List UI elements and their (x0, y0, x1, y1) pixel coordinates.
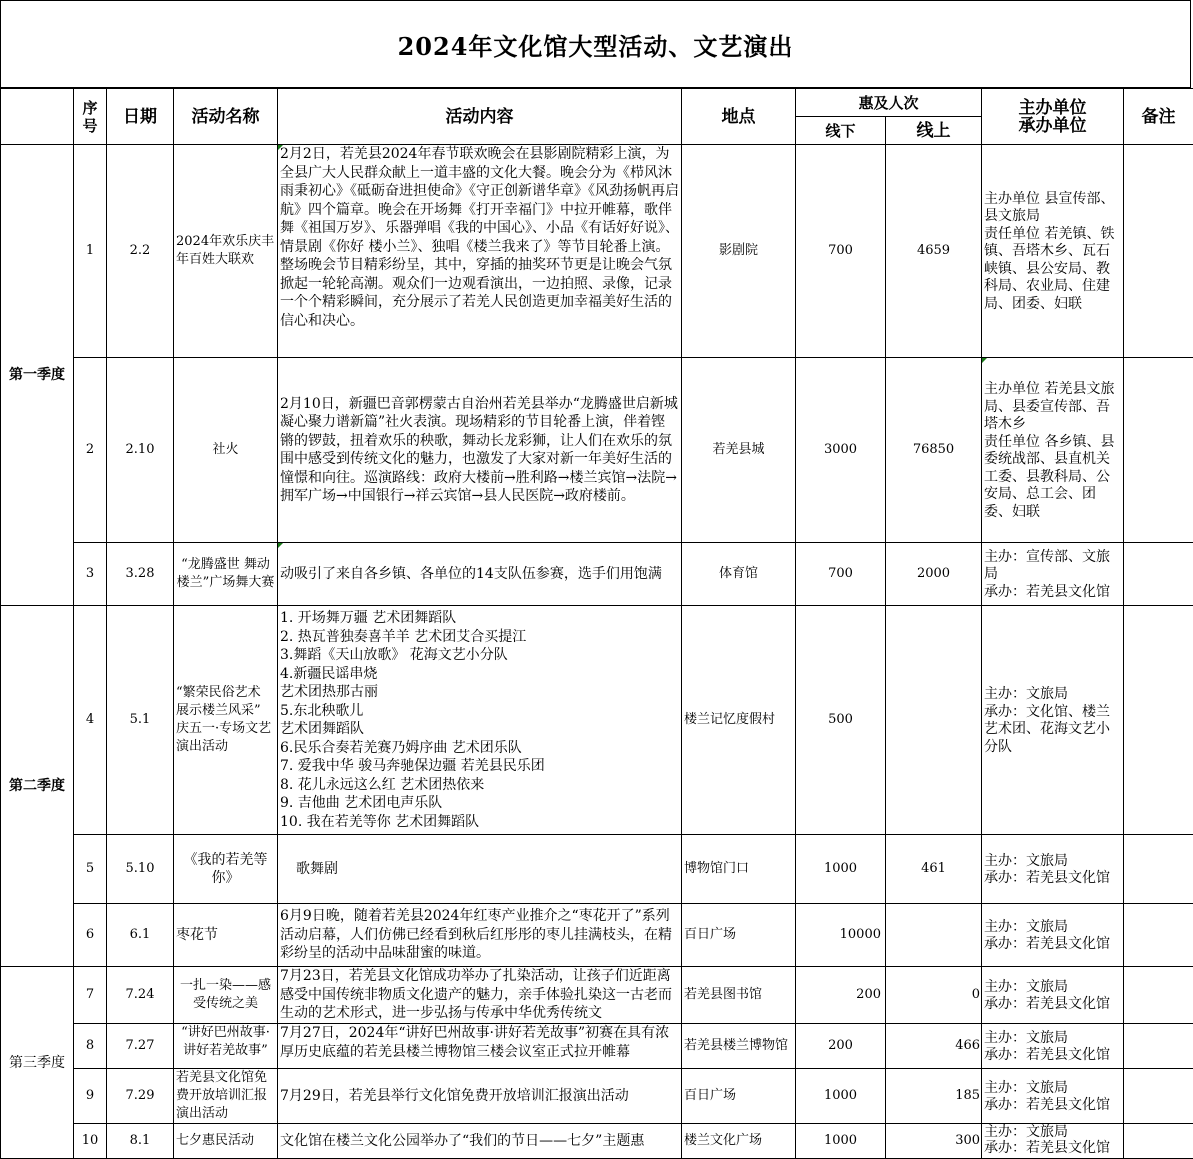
cell-place: 若羌县城 (682, 358, 796, 543)
cell-place: 博物馆门口 (682, 835, 796, 904)
cell-online: 4659 (886, 145, 982, 358)
cell-host: 主办：文旅局 承办：若羌县文化馆 (982, 835, 1124, 904)
program-item: 3.舞蹈《天山放歌》 花海文艺小分队 (280, 646, 679, 665)
cell-remark (1124, 1069, 1193, 1124)
header-remark: 备注 (1124, 89, 1193, 145)
cell-remark (1124, 1124, 1193, 1159)
cell-remark (1124, 1024, 1193, 1069)
cell-host: 主办：文旅局 承办：文化馆、楼兰艺术团、花海文艺小分队 (982, 606, 1124, 835)
cell-date: 2.2 (107, 145, 174, 358)
cell-name: 《我的若羌等你》 (174, 835, 278, 904)
cell-offline: 1000 (796, 835, 886, 904)
cell-host: 主办：文旅局 承办：若羌县文化馆 (982, 1024, 1124, 1069)
header-date: 日期 (107, 89, 174, 145)
cell-name: 若羌县文化馆免费开放培训汇报演出活动 (174, 1069, 278, 1124)
cell-online: 461 (886, 835, 982, 904)
cell-date: 7.27 (107, 1024, 174, 1069)
program-item: 6.民乐合奏若羌赛乃姆序曲 艺术团乐队 (280, 739, 679, 758)
cell-content: 2月2日，若羌县2024年春节联欢晚会在县影剧院精彩上演，为全县广大人民群众献上一道丰盛的文化大餐。晚会分为《栉风沐雨秉初心》《砥砺奋进担使命》《守正创新谱华章》《风劲扬帆再启航》四个篇章。晚会在开场舞《打开幸福门》中拉开帷幕，歌伴舞《祖国万岁》、乐器弹唱《我的中国心》、小品《有话好好说》、情景剧《你好 楼小兰》、独唱《楼兰我来了》等节目轮番上演。整场晚会节目精彩纷呈，其中，穿插的抽奖环节更是让晚会气氛掀起一轮轮高潮。观众们一边观看演出，一边拍照、录像，记录一个个精彩瞬间，充分展示了若羌人民创造更加幸福美好生活的信心和决心。 (278, 145, 682, 358)
cell-name: 枣花节 (174, 904, 278, 967)
cell-seq: 9 (74, 1069, 107, 1124)
program-item: 2. 热瓦普独奏喜羊羊 艺术团艾合买提江 (280, 628, 679, 647)
cell-remark (1124, 543, 1193, 606)
cell-seq: 4 (74, 606, 107, 835)
activity-table (0, 88, 1193, 1159)
cell-name: 一扎一染——感受传统之美 (174, 967, 278, 1024)
cell-date: 6.1 (107, 904, 174, 967)
cell-online: 76850 (886, 358, 982, 543)
table-row (1, 543, 1193, 606)
cell-host: 主办：文旅局 承办：若羌县文化馆 (982, 967, 1124, 1024)
cell-content: 动吸引了来自各乡镇、各单位的14支队伍参赛，选手们用饱满 (278, 543, 682, 606)
cell-date: 8.1 (107, 1124, 174, 1159)
program-item: 艺术团热那古丽 (280, 683, 679, 702)
header-host (982, 89, 1124, 145)
cell-offline: 200 (796, 967, 886, 1024)
cell-seq: 8 (74, 1024, 107, 1069)
cell-seq: 6 (74, 904, 107, 967)
program-item: 7. 爱我中华 骏马奔驰保边疆 若羌县民乐团 (280, 757, 679, 776)
cell-offline: 700 (796, 543, 886, 606)
cell-online: 185 (886, 1069, 982, 1124)
cell-host: 主办：文旅局 承办：若羌县文化馆 (982, 1069, 1124, 1124)
program-item: 8. 花儿永远这么红 艺术团热依来 (280, 776, 679, 795)
header-row-1 (1, 89, 1193, 117)
program-item: 9. 吉他曲 艺术团电声乐队 (280, 794, 679, 813)
cell-name: 社火 (174, 358, 278, 543)
program-item: 10. 我在若羌等你 艺术团舞蹈队 (280, 813, 679, 832)
cell-seq: 1 (74, 145, 107, 358)
cell-remark (1124, 967, 1193, 1024)
cell-offline: 10000 (796, 904, 886, 967)
cell-remark (1124, 835, 1193, 904)
cell-content: 6月9日晚，随着若羌县2024年红枣产业推介之“枣花开了”系列活动启幕，人们仿佛已经看到秋后红彤彤的枣儿挂满枝头，在精彩纷呈的活动中品味甜蜜的味道。 (278, 904, 682, 967)
cell-online (886, 904, 982, 967)
cell-offline: 3000 (796, 358, 886, 543)
table-row (1, 1024, 1193, 1069)
table-row (1, 1069, 1193, 1124)
cell-seq: 2 (74, 358, 107, 543)
cell-content: 歌舞剧 (278, 835, 682, 904)
cell-remark (1124, 904, 1193, 967)
cell-name: “讲好巴州故事·讲好若羌故事” (174, 1024, 278, 1069)
header-content: 活动内容 (278, 89, 682, 145)
cell-remark (1124, 358, 1193, 543)
season-q2: 第二季度 (1, 606, 74, 967)
cell-name: “繁荣民俗艺术 展示楼兰风采” 庆五一·专场文艺演出活动 (174, 606, 278, 835)
cell-seq: 7 (74, 967, 107, 1024)
cell-offline: 200 (796, 1024, 886, 1069)
cell-offline: 1000 (796, 1124, 886, 1159)
header-online: 线上 (886, 117, 982, 145)
table-row (1, 967, 1193, 1024)
cell-remark (1124, 145, 1193, 358)
cell-seq: 5 (74, 835, 107, 904)
table-row (1, 835, 1193, 904)
cell-online: 300 (886, 1124, 982, 1159)
cell-program (278, 606, 682, 835)
cell-content: 文化馆在楼兰文化公园举办了“我们的节日——七夕”主题惠 (278, 1124, 682, 1159)
cell-name: 七夕惠民活动 (174, 1124, 278, 1159)
cell-place: 百日广场 (682, 904, 796, 967)
table-row (1, 358, 1193, 543)
cell-name: “龙腾盛世 舞动楼兰”广场舞大赛 (174, 543, 278, 606)
program-item: 5.东北秧歌儿 (280, 702, 679, 721)
cell-date: 3.28 (107, 543, 174, 606)
program-item: 1. 开场舞万疆 艺术团舞蹈队 (280, 609, 679, 628)
header-offline: 线下 (796, 117, 886, 145)
cell-date: 5.10 (107, 835, 174, 904)
cell-host: 主办单位 若羌县文旅局、县委宣传部、吾塔木乡 责任单位 各乡镇、县委统战部、县直机关工委、县教科局、公安局、总工会、团委、妇联 (982, 358, 1124, 543)
cell-seq: 10 (74, 1124, 107, 1159)
cell-offline: 500 (796, 606, 886, 835)
cell-online: 0 (886, 967, 982, 1024)
cell-content: 2月10日，新疆巴音郭楞蒙古自治州若羌县举办“龙腾盛世启新城 凝心聚力谱新篇”社火表演。现场精彩的节目轮番上演，伴着铿锵的锣鼓，扭着欢乐的秧歌，舞动长龙彩狮，让人们在欢乐的氛围中感受到传统文化的魅力，也激发了大家对新一年美好生活的憧憬和向往。巡演路线：政府大楼前→胜利路→楼兰宾馆→法院→拥军广场→中国银行→祥云宾馆→县人民医院→政府楼前。 (278, 358, 682, 543)
table-row (1, 145, 1193, 358)
cell-place: 楼兰记忆度假村 (682, 606, 796, 835)
program-item: 4.新疆民谣串烧 (280, 665, 679, 684)
cell-offline: 1000 (796, 1069, 886, 1124)
header-place: 地点 (682, 89, 796, 145)
cell-place: 若羌县图书馆 (682, 967, 796, 1024)
sheet-title: 2024年文化馆大型活动、文艺演出 (0, 0, 1191, 88)
cell-date: 2.10 (107, 358, 174, 543)
cell-remark (1124, 606, 1193, 835)
cell-offline: 700 (796, 145, 886, 358)
cell-host: 主办单位 县宣传部、县文旅局 责任单位 若羌镇、铁镇、吾塔木乡、瓦石峡镇、县公安局、教科局、农业局、住建局、团委、妇联 (982, 145, 1124, 358)
cell-online: 466 (886, 1024, 982, 1069)
table-row (1, 1124, 1193, 1159)
cell-date: 5.1 (107, 606, 174, 835)
season-q3: 第三季度 (1, 967, 74, 1159)
cell-content: 7月29日，若羌县举行文化馆免费开放培训汇报演出活动 (278, 1069, 682, 1124)
header-name: 活动名称 (174, 89, 278, 145)
cell-host: 主办：文旅局 承办：若羌县文化馆 (982, 1124, 1124, 1159)
cell-online (886, 606, 982, 835)
table-row (1, 904, 1193, 967)
cell-place: 影剧院 (682, 145, 796, 358)
cell-date: 7.24 (107, 967, 174, 1024)
cell-host: 主办：文旅局 承办：若羌县文化馆 (982, 904, 1124, 967)
header-host-1: 主办单位 (984, 99, 1121, 117)
cell-host: 主办：宣传部、文旅局 承办：若羌县文化馆 (982, 543, 1124, 606)
cell-date: 7.29 (107, 1069, 174, 1124)
table-row (1, 606, 1193, 835)
cell-place: 体育馆 (682, 543, 796, 606)
cell-content: 7月27日，2024年“讲好巴州故事·讲好若羌故事”初赛在具有浓厚历史底蕴的若羌县楼兰博物馆三楼会议室正式拉开帷幕 (278, 1024, 682, 1069)
cell-place: 百日广场 (682, 1069, 796, 1124)
program-item: 艺术团舞蹈队 (280, 720, 679, 739)
cell-place: 楼兰文化广场 (682, 1124, 796, 1159)
header-reach: 惠及人次 (796, 89, 982, 117)
cell-seq: 3 (74, 543, 107, 606)
header-seq: 序号 (74, 89, 107, 145)
cell-content: 7月23日，若羌县文化馆成功举办了扎染活动，让孩子们近距离感受中国传统非物质文化遗产的魅力，亲手体验扎染这一古老而生动的艺术形式，进一步弘扬与传承中华优秀传统文 (278, 967, 682, 1024)
header-season (1, 89, 74, 145)
cell-name: 2024年欢乐庆丰年百姓大联欢 (174, 145, 278, 358)
header-host-2: 承办单位 (984, 117, 1121, 135)
cell-place: 若羌县楼兰博物馆 (682, 1024, 796, 1069)
cell-online: 2000 (886, 543, 982, 606)
season-q1: 第一季度 (1, 145, 74, 606)
